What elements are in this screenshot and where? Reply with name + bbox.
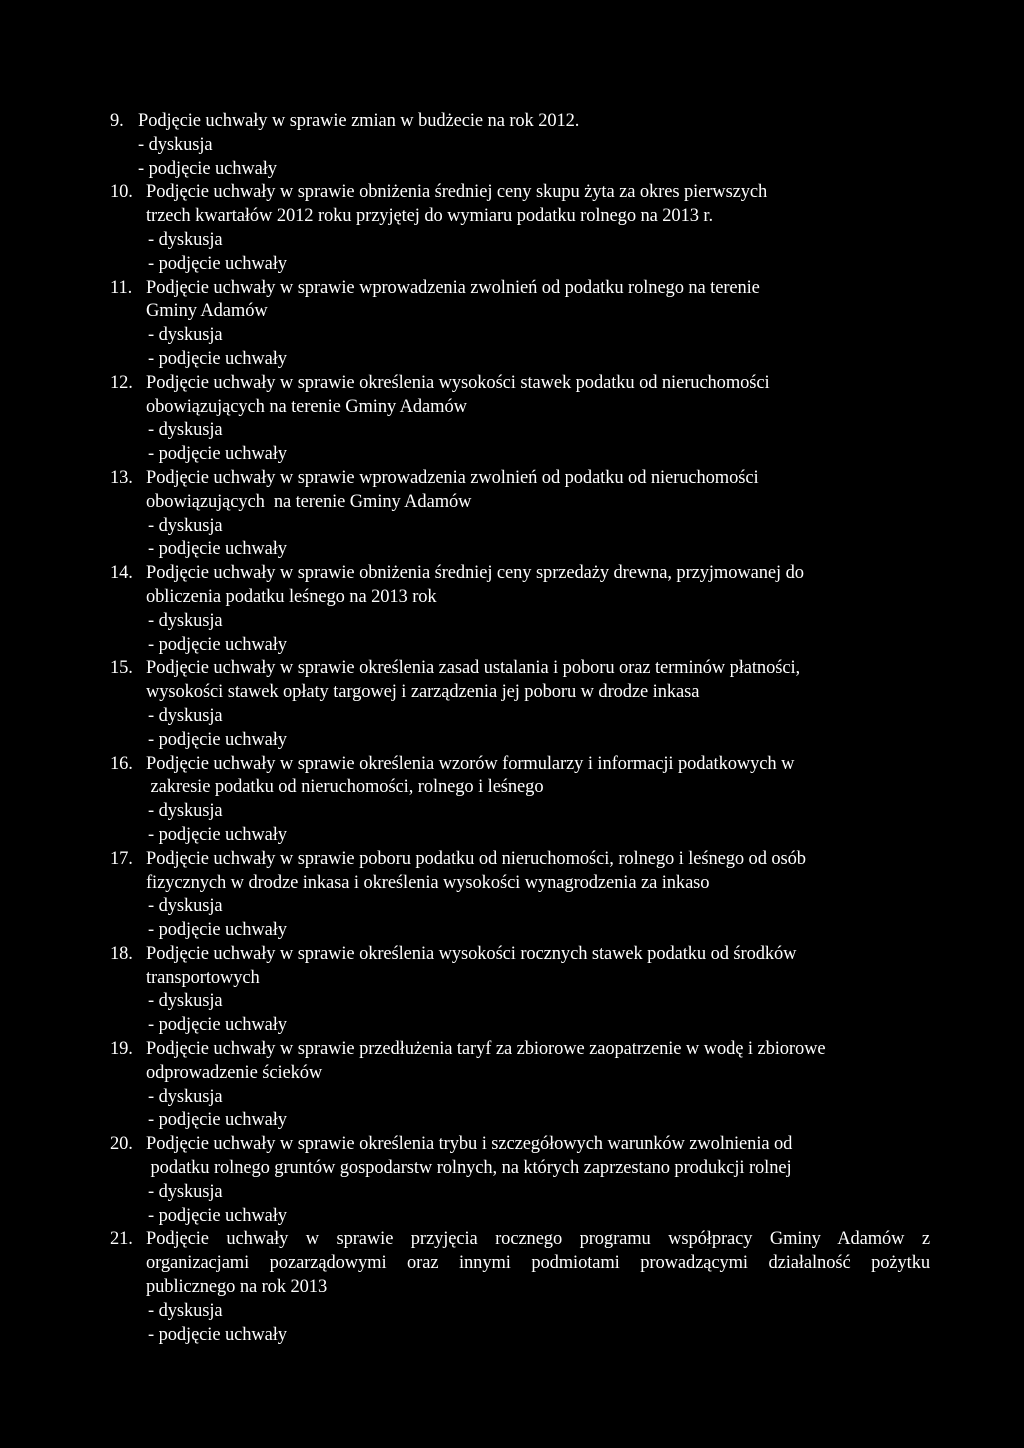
agenda-item-title: Podjęcie uchwały w sprawie określenia trybu i szczegółowych warunków zwolnienia od — [146, 1134, 793, 1155]
agenda-item-number: 12. — [110, 372, 133, 393]
agenda-item-discussion: - dyskusja — [148, 1086, 223, 1107]
agenda-item-body — [146, 1228, 930, 1347]
agenda-item-number: 17. — [110, 848, 133, 869]
agenda-item-title: transportowych — [146, 967, 260, 988]
agenda-item-21 — [110, 1228, 930, 1347]
agenda-item-title: fizycznych w drodze inkasa i określenia wysokości wynagrodzenia za inkaso — [146, 872, 710, 893]
agenda-item-body — [146, 943, 930, 1038]
agenda-item-title: Podjęcie uchwały w sprawie określenia wzorów formularzy i informacji podatkowych w — [146, 753, 795, 774]
agenda-item-body — [146, 753, 930, 848]
agenda-item-title: Podjęcie uchwały w sprawie poboru podatku od nieruchomości, rolnego i leśnego od osób — [146, 848, 806, 869]
agenda-item-20 — [110, 1133, 930, 1228]
agenda-item-body — [146, 467, 930, 562]
agenda-item-discussion: - dyskusja — [148, 229, 223, 250]
agenda-item-resolution: - podjęcie uchwały — [148, 1015, 287, 1036]
agenda-item-resolution: - podjęcie uchwały — [138, 158, 277, 179]
agenda-item-number: 16. — [110, 753, 133, 774]
agenda-item-title: Podjęcie uchwały w sprawie przyjęcia rocznego programu współpracy Gminy Adamów z — [146, 1229, 930, 1250]
agenda-item-discussion: - dyskusja — [138, 134, 213, 155]
agenda-item-resolution: - podjęcie uchwały — [148, 634, 287, 655]
agenda-item-body — [146, 562, 930, 657]
agenda-item-number: 9. — [110, 111, 124, 131]
agenda-item-title: odprowadzenie ścieków — [146, 1062, 323, 1083]
agenda-item-discussion: - dyskusja — [148, 515, 223, 536]
agenda-item-resolution: - podjęcie uchwały — [148, 444, 287, 465]
agenda-item-title: Podjęcie uchwały w sprawie obniżenia średniej ceny sprzedaży drewna, przyjmowanej do — [146, 563, 804, 584]
agenda-item-body — [146, 277, 930, 372]
agenda-item-title: Podjęcie uchwały w sprawie zmian w budżecie na rok 2012. — [138, 111, 580, 131]
agenda-item-number: 19. — [110, 1039, 133, 1060]
agenda-item-title: Podjęcie uchwały w sprawie określenia wysokości rocznych stawek podatku od środków — [146, 943, 797, 964]
agenda-item-body — [138, 110, 930, 181]
agenda-item-16 — [110, 753, 930, 848]
agenda-item-number: 20. — [110, 1134, 133, 1155]
agenda-item-number: 11. — [110, 277, 133, 298]
agenda-item-title: trzech kwartałów 2012 roku przyjętej do wymiaru podatku rolnego na 2013 r. — [146, 206, 713, 227]
agenda-item-number: 13. — [110, 467, 133, 488]
agenda-item-17 — [110, 848, 930, 943]
agenda-item-number: 15. — [110, 658, 133, 679]
agenda-item-title: organizacjami pozarządowymi oraz innymi podmiotami prowadzącymi działalność pożytku — [146, 1253, 930, 1274]
agenda-item-9 — [110, 110, 930, 181]
agenda-item-15 — [110, 657, 930, 752]
agenda-item-discussion: - dyskusja — [148, 325, 223, 346]
agenda-item-10 — [110, 181, 930, 276]
agenda-item-title: Podjęcie uchwały w sprawie wprowadzenia zwolnień od podatku rolnego na terenie — [146, 277, 760, 298]
agenda-item-resolution: - podjęcie uchwały — [148, 253, 287, 274]
agenda-item-19 — [110, 1038, 930, 1133]
agenda-item-title: obowiązujących na terenie Gminy Adamów — [146, 491, 472, 512]
agenda-item-discussion: - dyskusja — [148, 610, 223, 631]
agenda-item-14 — [110, 562, 930, 657]
agenda-item-discussion: - dyskusja — [148, 705, 223, 726]
agenda-item-title: Podjęcie uchwały w sprawie określenia zasad ustalania i poboru oraz terminów płatności, — [146, 658, 801, 679]
agenda-item-discussion: - dyskusja — [148, 896, 223, 917]
agenda-item-18 — [110, 943, 930, 1038]
agenda-item-title: wysokości stawek opłaty targowej i zarządzenia jej poboru w drodze inkasa — [146, 682, 700, 703]
agenda-item-number: 18. — [110, 943, 133, 964]
agenda-item-resolution: - podjęcie uchwały — [148, 1110, 287, 1131]
agenda-item-resolution: - podjęcie uchwały — [148, 824, 287, 845]
agenda-item-number: 10. — [110, 182, 133, 203]
agenda-item-body — [146, 372, 930, 467]
agenda-item-title: zakresie podatku od nieruchomości, rolnego i leśnego — [146, 777, 544, 798]
agenda-item-discussion: - dyskusja — [148, 991, 223, 1012]
agenda-list — [110, 110, 930, 1347]
agenda-item-discussion: - dyskusja — [148, 801, 223, 822]
agenda-item-discussion: - dyskusja — [148, 1300, 223, 1321]
agenda-item-title: publicznego na rok 2013 — [146, 1277, 328, 1298]
agenda-item-12 — [110, 372, 930, 467]
agenda-item-number: 14. — [110, 563, 133, 584]
agenda-item-11 — [110, 277, 930, 372]
agenda-item-discussion: - dyskusja — [148, 1181, 223, 1202]
agenda-item-resolution: - podjęcie uchwały — [148, 1205, 287, 1226]
agenda-item-resolution: - podjęcie uchwały — [148, 348, 287, 369]
agenda-item-title: Gminy Adamów — [146, 301, 268, 322]
agenda-item-13 — [110, 467, 930, 562]
agenda-item-body — [146, 657, 930, 752]
agenda-item-title: obliczenia podatku leśnego na 2013 rok — [146, 586, 437, 607]
agenda-item-resolution: - podjęcie uchwały — [148, 920, 287, 941]
agenda-item-title: Podjęcie uchwały w sprawie określenia wysokości stawek podatku od nieruchomości — [146, 372, 770, 393]
agenda-item-body — [146, 1133, 930, 1228]
agenda-item-body — [146, 1038, 930, 1133]
agenda-item-title: Podjęcie uchwały w sprawie przedłużenia taryf za zbiorowe zaopatrzenie w wodę i zbiorowe — [146, 1039, 826, 1060]
agenda-item-resolution: - podjęcie uchwały — [148, 539, 287, 560]
agenda-item-body — [146, 181, 930, 276]
agenda-item-resolution: - podjęcie uchwały — [148, 729, 287, 750]
agenda-item-body — [146, 848, 930, 943]
agenda-item-title: podatku rolnego gruntów gospodarstw rolnych, na których zaprzestano produkcji rolnej — [146, 1158, 792, 1179]
agenda-item-title: Podjęcie uchwały w sprawie obniżenia średniej ceny skupu żyta za okres pierwszych — [146, 182, 768, 203]
agenda-item-number: 21. — [110, 1229, 133, 1250]
agenda-item-title: Podjęcie uchwały w sprawie wprowadzenia zwolnień od podatku od nieruchomości — [146, 467, 759, 488]
agenda-item-discussion: - dyskusja — [148, 420, 223, 441]
agenda-item-title: obowiązujących na terenie Gminy Adamów — [146, 396, 467, 417]
agenda-item-resolution: - podjęcie uchwały — [148, 1324, 287, 1345]
